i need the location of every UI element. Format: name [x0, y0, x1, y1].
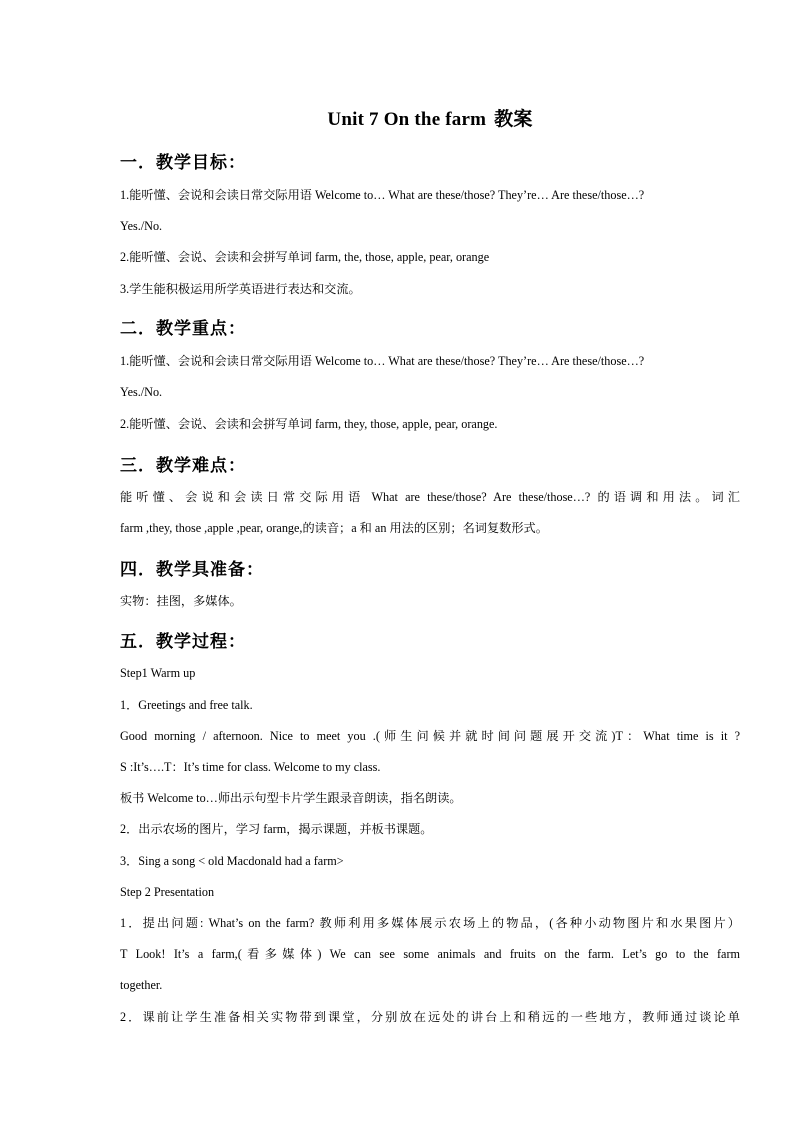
objectives-line-4: 3.学生能积极运用所学英语进行表达和交流。 [120, 282, 361, 296]
key-points-line-3: 2.能听懂、会说、会读和会拼写单词 farm, they, those, apple, pear, orange. [120, 417, 498, 431]
process-line-8: Step 2 Presentation [120, 885, 215, 899]
section-heading-materials: 四．教学具准备： [120, 560, 264, 580]
key-points-line-1: 1.能听懂、会说和会读日常交际用语 Welcome to… What are these/those? They’re… Are these/those…? [120, 354, 645, 368]
document-title [120, 104, 740, 131]
process-line-4: S :It’s….T：It’s time for class. Welcome to my class. [120, 760, 381, 774]
process-line-10: T Look! It’s a farm,(看多媒体) We can see some animals and fruits on the farm. Let’s go to the farm [120, 947, 740, 961]
process-line-2: 1．Greetings and free talk. [120, 698, 253, 712]
process-line-6: 2．出示农场的图片，学习 farm，揭示课题，并板书课题。 [120, 822, 433, 836]
section-heading-process: 五．教学过程： [120, 632, 246, 652]
process-line-3: Good morning / afternoon. Nice to meet you .(师生问候并就时间问题展开交流)T：What time is it ? [120, 729, 740, 743]
key-points-line-2: Yes./No. [120, 385, 163, 399]
difficulties-line-1: 能听懂、会说和会读日常交际用语 What are these/those? Are these/those…? 的语调和用法。词汇 [120, 490, 740, 504]
difficulties-line-2: farm ,they, those ,apple ,pear, orange,的读音；a 和 an 用法的区别；名词复数形式。 [120, 521, 548, 535]
section-heading-key-points: 二．教学重点： [120, 319, 246, 339]
title-suffix: 教案 [494, 109, 533, 130]
process-line-9: 1．提出问题: What’s on the farm? 教师利用多媒体展示农场上的物品，(各种小动物图片和水果图片） [120, 916, 740, 930]
section-heading-objectives: 一．教学目标： [120, 153, 246, 173]
process-line-11: together. [120, 978, 163, 992]
objectives-line-3: 2.能听懂、会说、会读和会拼写单词 farm, the, those, apple, pear, orange [120, 250, 490, 264]
process-line-1: Step1 Warm up [120, 666, 196, 680]
title-main: Unit 7 On the farm [327, 109, 487, 130]
process-line-5: 板书 Welcome to…师出示句型卡片学生跟录音朗读，指名朗读。 [120, 791, 462, 805]
objectives-line-2: Yes./No. [120, 219, 163, 233]
objectives-line-1: 1.能听懂、会说和会读日常交际用语 Welcome to… What are these/those? They’re… Are these/those…? [120, 188, 645, 202]
process-line-12: 2．课前让学生准备相关实物带到课堂，分别放在远处的讲台上和稍远的一些地方，教师通过谈论单 [120, 1010, 740, 1024]
section-heading-difficulties: 三．教学难点： [120, 456, 246, 476]
process-line-7: 3．Sing a song < old Macdonald had a farm> [120, 854, 344, 868]
materials-line-1: 实物：挂图，多媒体。 [120, 594, 242, 608]
